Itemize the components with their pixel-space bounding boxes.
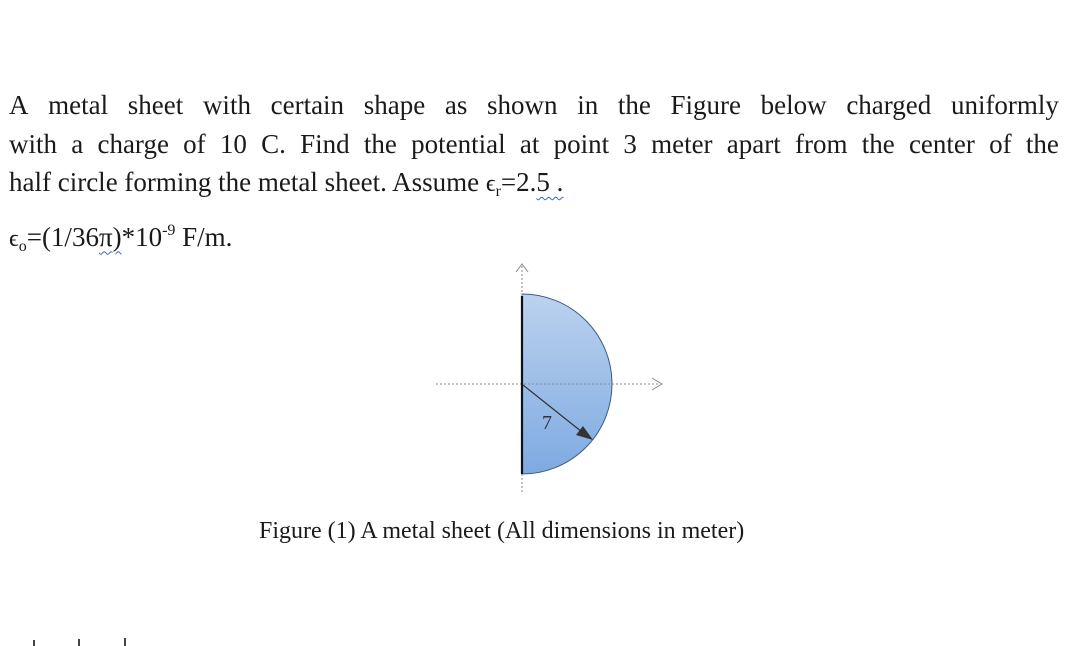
word: 3	[623, 128, 637, 159]
epsilon-0-underlined: π)	[98, 221, 122, 252]
word: the	[363, 128, 397, 159]
word: as	[444, 90, 468, 120]
problem-line-2	[9, 125, 1059, 164]
radius-label: 7	[542, 412, 552, 434]
word: charge	[97, 128, 169, 159]
word: below	[760, 90, 827, 120]
word: C.	[261, 128, 286, 159]
epsilon-0-unit: F/m.	[175, 221, 233, 252]
word: the	[617, 90, 651, 120]
epsilon-r-symbol: ϵ	[485, 171, 496, 197]
epsilon-0-exponent: -9	[162, 221, 176, 239]
epsilon-0-open: =(1/36	[26, 221, 99, 252]
word: metal	[48, 90, 109, 120]
word: Find	[300, 128, 350, 159]
word: uniformly	[950, 90, 1059, 120]
word: with	[9, 128, 58, 159]
half-circle-sheet	[522, 294, 612, 474]
word: charged	[846, 90, 932, 120]
word: a	[71, 128, 84, 159]
word: from	[794, 128, 848, 159]
word: in	[577, 90, 599, 120]
word: A	[9, 90, 29, 120]
epsilon-r-subscript: r	[495, 183, 501, 200]
word: 10	[219, 128, 247, 159]
page-edge-marks	[28, 634, 138, 646]
figure-caption: Figure (1) A metal sheet (All dimensions in meter)	[259, 518, 745, 544]
epsilon-0-symbol: ϵ	[9, 225, 19, 252]
word: shown	[487, 90, 558, 120]
metal-sheet-figure	[420, 250, 680, 500]
word: apart	[726, 128, 781, 159]
word: with	[202, 90, 251, 120]
word: at	[519, 128, 540, 159]
word: certain	[270, 90, 345, 120]
word: of	[183, 128, 206, 159]
problem-statement	[9, 86, 1069, 266]
word: point	[553, 128, 610, 159]
problem-line-3	[9, 163, 1069, 212]
word: the	[1025, 128, 1059, 159]
line-text: half circle forming the metal sheet. Assume	[9, 167, 486, 197]
problem-line-1	[9, 86, 1059, 125]
word: of	[989, 128, 1012, 159]
epsilon-r-value-underlined: 5 .	[536, 167, 564, 197]
epsilon-r-value-prefix: =2.	[500, 167, 537, 197]
word: Figure	[670, 90, 742, 120]
word: the	[861, 128, 895, 159]
word: sheet	[127, 90, 184, 120]
word: meter	[651, 128, 713, 159]
word: center	[908, 128, 975, 159]
epsilon-0-subscript: o	[18, 237, 27, 255]
word: potential	[411, 128, 506, 159]
metal-sheet-diagram	[420, 250, 680, 500]
epsilon-0-times: *10	[121, 221, 163, 252]
word: shape	[363, 90, 426, 120]
